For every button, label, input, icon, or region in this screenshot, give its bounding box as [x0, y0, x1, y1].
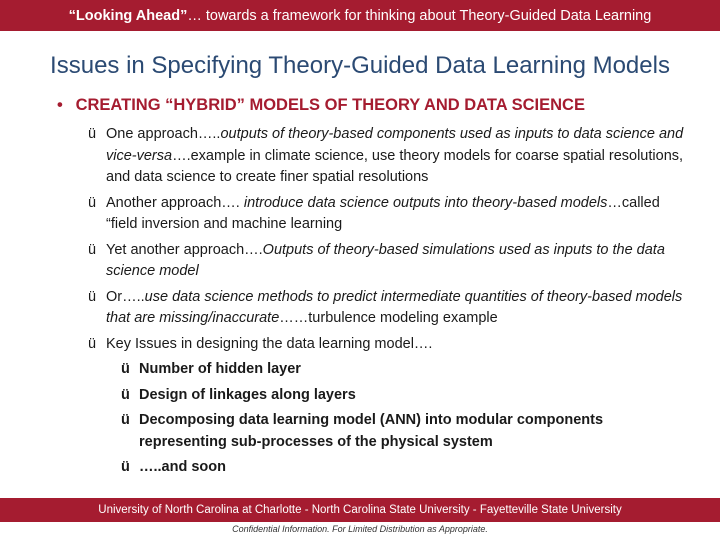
item-lead: Yet another approach….	[106, 241, 263, 258]
sub-list-item	[121, 359, 693, 381]
list-item	[88, 287, 693, 330]
item-italic: introduce data science outputs into theory-based models	[243, 194, 608, 211]
sub-item-text: Number of hidden layer	[139, 361, 301, 377]
sub-item-text: Design of linkages along layers	[139, 386, 356, 403]
list-item	[88, 240, 693, 283]
list-item	[88, 193, 693, 236]
item-tail: ……turbulence modeling example	[279, 310, 498, 326]
item-lead: Another approach….	[106, 194, 244, 211]
check-icon: ü	[121, 361, 130, 377]
check-icon: ü	[88, 126, 97, 142]
check-icon: ü	[121, 412, 130, 428]
header-title-bold: “Looking Ahead”	[68, 7, 188, 24]
sub-list-item	[121, 385, 693, 407]
check-icon: ü	[88, 335, 97, 352]
check-icon: ü	[121, 459, 130, 475]
item-italic: use data science methods to predict intermediate quantities of theory-based models that are missing/inaccurate	[106, 288, 683, 326]
check-icon: ü	[121, 386, 130, 403]
footer-text: University of North Carolina at Charlotte - North Carolina State University - Fayetteville State University	[98, 504, 622, 516]
list-item	[88, 334, 693, 356]
main-bullet-text: CREATING “HYBRID” MODELS OF THEORY AND DATA SCIENCE	[75, 96, 585, 114]
checklist	[88, 124, 693, 483]
list-item	[88, 124, 693, 189]
item-italic: outputs of theory-based components used as inputs to data science and vice-versa	[106, 126, 684, 164]
item-italic: Outputs of theory-based simulations used as inputs to the data science model	[106, 241, 665, 279]
sub-list-item	[121, 457, 693, 479]
check-icon: ü	[88, 241, 97, 258]
sub-item-text: Decomposing data learning model (ANN) into modular components representing sub-processes of the physical system	[139, 412, 604, 450]
item-tail: ….example in climate science, use theory models for coarse spatial resolutions, and data science to create finer spatial resolutions	[106, 147, 684, 185]
item-lead: Or…..	[106, 288, 145, 305]
sub-item-text: …..and soon	[139, 459, 226, 475]
slide-title: Issues in Specifying Theory-Guided Data Learning Models	[50, 52, 670, 79]
check-icon: ü	[88, 194, 97, 211]
item-lead: One approach…..	[106, 126, 221, 142]
item-tail: …called “field inversion and machine learning	[106, 194, 660, 232]
bullet-marker: •	[57, 96, 63, 114]
sub-list-item	[121, 410, 693, 453]
confidential-note: Confidential Information. For Limited Distribution as Appropriate.	[232, 524, 488, 534]
footer-bar	[0, 498, 720, 522]
check-icon: ü	[88, 288, 97, 305]
main-bullet	[57, 96, 585, 115]
item-lead: Key Issues in designing the data learning model….	[106, 335, 433, 352]
header-title-rest: … towards a framework for thinking about Theory-Guided Data Learning	[187, 7, 652, 24]
header-bar	[0, 0, 720, 31]
